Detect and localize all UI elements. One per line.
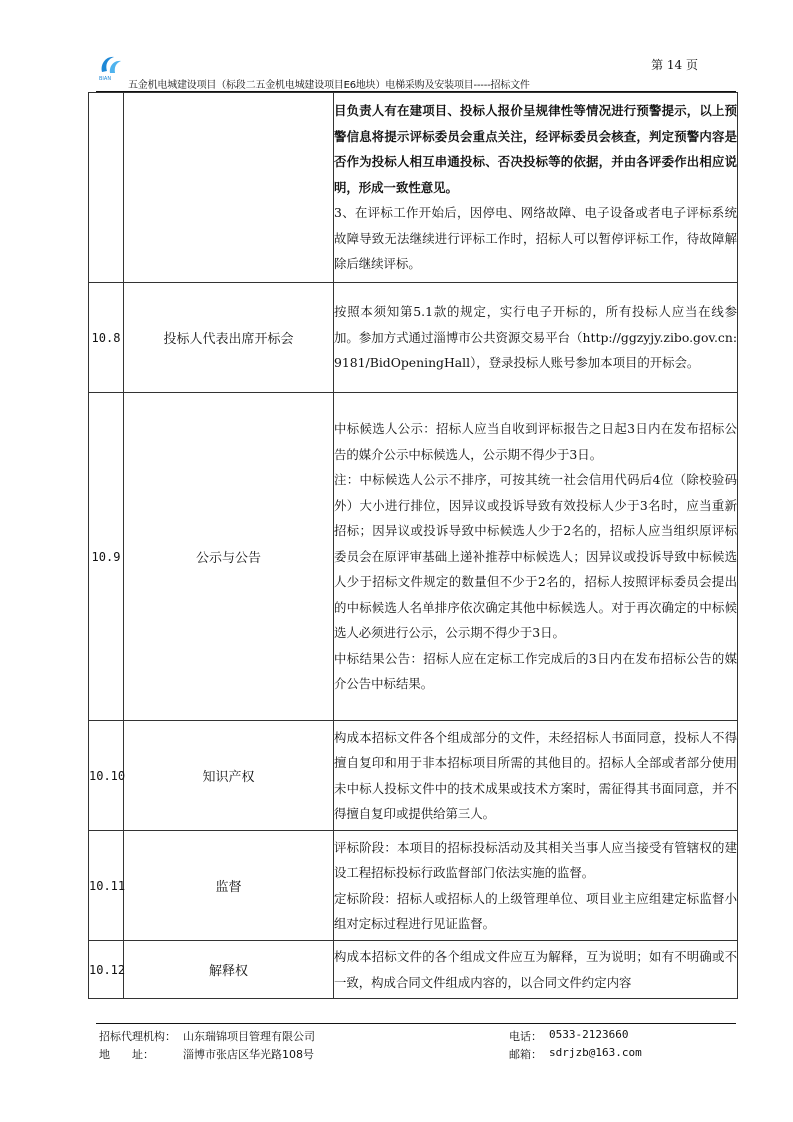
agency-value: 山东瑞锦项目管理有限公司: [183, 1030, 315, 1043]
svg-text:BIAN: BIAN: [99, 76, 112, 82]
clause-title: 公示与公告: [124, 393, 334, 721]
table-row: [89, 831, 738, 941]
content-paragraph: 目负责人有在建项目、投标人报价呈规律性等情况进行预警提示，以上预警信息将提示评标委员会重点关注，经评标委员会核查，判定预警内容是否作为投标人相互串通投标、否决投标等的依据，并由各评委作出相应说明，形成一致性意见。: [334, 103, 737, 195]
clause-number: [89, 93, 124, 283]
content-paragraph: 3、在评标工作开始后，因停电、网络故障、电子设备或者电子评标系统故障导致无法继续进行评标工作时，招标人可以暂停评标工作，待故障解除后继续评标。: [334, 205, 737, 272]
clause-content: [334, 283, 738, 393]
content-paragraph: 评标阶段：本项目的招标投标活动及其相关当事人应当接受有管辖权的建设工程招标投标行政监督部门依法实施的监督。: [334, 839, 737, 880]
content-paragraph: 注：中标候选人公示不排序，可按其统一社会信用代码后4位（除校验码外）大小进行排位，因异议或投诉导致有效投标人少于3名时，应当重新招标；因异议或投诉导致中标候选人少于2名的，招标人应当组织原评标委员会在原评审基础上递补推荐中标候选人；因异议或投诉导致中标候选人少于招标文件规定的数量但不少于2名的，招标人按照评标委员会提出的中标候选人名单排序依次确定其他中标候选人。对于再次确定的中标候选人必须进行公示，公示期不得少于3日。: [334, 472, 737, 641]
clause-content: [334, 941, 738, 999]
clause-content: [334, 93, 738, 283]
clause-title: [124, 93, 334, 283]
clause-number: 10.12: [89, 941, 124, 999]
table-row: [89, 721, 738, 831]
email-label: 邮箱：: [509, 1048, 542, 1061]
email-value: sdrjzb@163.com: [549, 1046, 642, 1059]
agency-label: 招标代理机构：: [99, 1030, 176, 1043]
content-paragraph: 中标结果公告：招标人应在定标工作完成后的3日内在发布招标公告的媒介公告中标结果。: [334, 650, 737, 692]
page-number: 第 14 页: [651, 58, 698, 72]
page-header: [96, 50, 698, 90]
clause-number: 10.10: [89, 721, 124, 831]
footer-divider: [96, 1023, 736, 1024]
address-value: 淄博市张店区华光路108号: [183, 1048, 314, 1061]
content-paragraph: 构成本招标文件各个组成部分的文件，未经招标人书面同意，投标人不得擅自复印和用于非本招标项目所需的其他目的。招标人全部或者部分使用未中标人投标文件中的技术成果或技术方案时，需征得其书面同意，并不得擅自复印或提供给第三人。: [334, 729, 737, 821]
clause-table: [88, 92, 738, 999]
clause-content: [334, 721, 738, 831]
clause-number: 10.11: [89, 831, 124, 941]
table-row: [89, 283, 738, 393]
table-row: [89, 941, 738, 999]
company-logo-icon: [96, 52, 126, 82]
clause-number: 10.8: [89, 283, 124, 393]
page-footer: [99, 1028, 699, 1064]
table-row: [89, 393, 738, 721]
clause-content: [334, 393, 738, 721]
content-paragraph: 中标候选人公示：招标人应当自收到评标报告之日起3日内在发布招标公告的媒介公示中标候选人，公示期不得少于3日。: [334, 421, 737, 462]
document-title: 五金机电城建设项目（标段二五金机电城建设项目E6地块）电梯采购及安装项目-----招标文件: [128, 80, 530, 91]
phone-label: 电话：: [509, 1030, 542, 1043]
content-paragraph: 定标阶段：招标人或招标人的上级管理单位、项目业主应组建定标监督小组对定标过程进行见证监督。: [334, 890, 737, 931]
address-label: 地 址：: [99, 1048, 154, 1061]
table-row: [89, 93, 738, 283]
phone-value: 0533-2123660: [549, 1028, 629, 1041]
clause-title: 监督: [124, 831, 334, 941]
clause-title: 知识产权: [124, 721, 334, 831]
clause-title: 解释权: [124, 941, 334, 999]
content-paragraph: 构成本招标文件的各个组成文件应互为解释，互为说明；如有不明确或不一致，构成合同文件组成内容的，以合同文件约定内容: [334, 949, 737, 990]
content-paragraph: 按照本须知第5.1款的规定，实行电子开标的，所有投标人应当在线参加。参加方式通过淄博市公共资源交易平台（http://ggzyjy.zibo.gov.cn:9181/BidOpeningHall），登录投标人账号参加本项目的开标会。: [334, 304, 737, 371]
clause-number: 10.9: [89, 393, 124, 721]
clause-content: [334, 831, 738, 941]
clause-title: 投标人代表出席开标会: [124, 283, 334, 393]
